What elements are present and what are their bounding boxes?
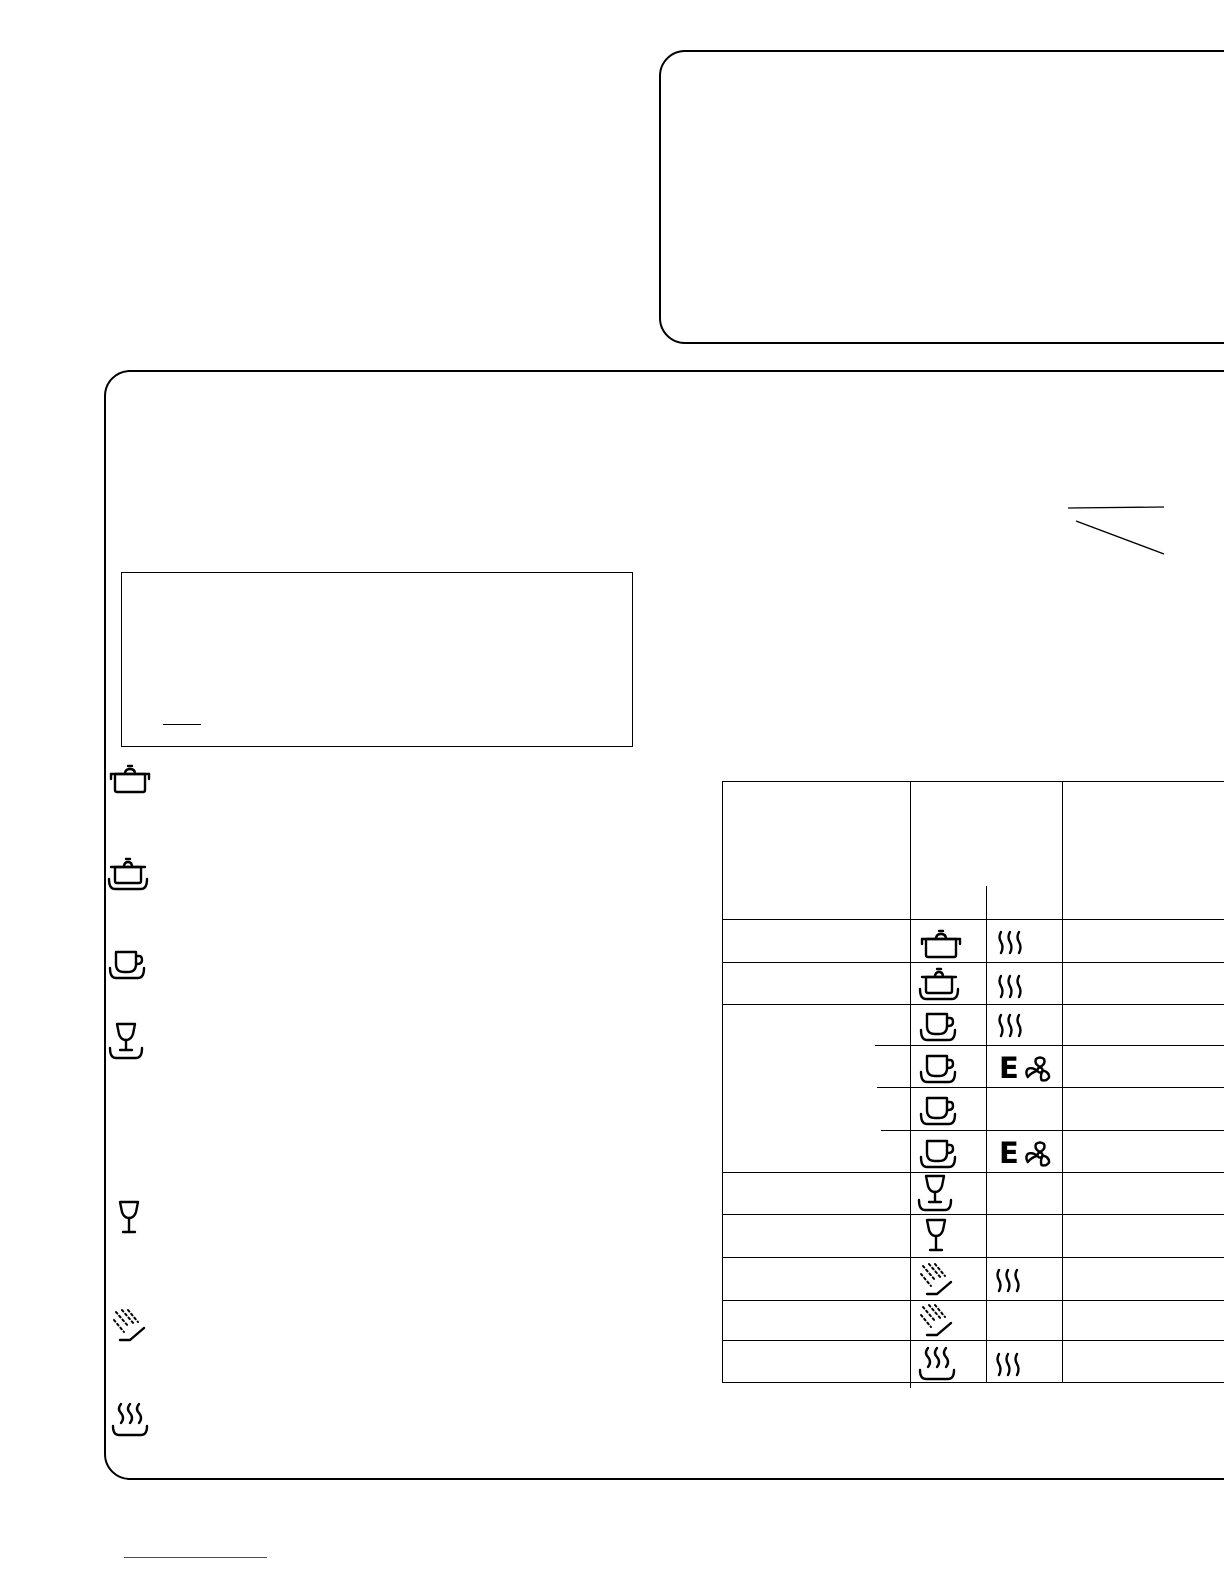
heat-waves-icon (994, 1012, 1026, 1040)
intensive-pot-icon (919, 929, 963, 959)
programme-panel (104, 370, 1224, 1480)
heat-waves-icon (994, 973, 1026, 1001)
fan-icon (1024, 1054, 1056, 1086)
callout-lines (1060, 500, 1170, 560)
table-col-rule-2 (986, 886, 987, 1382)
normal-pot-icon (917, 965, 961, 1005)
energy-e-icon: E (999, 1051, 1019, 1085)
note-underline (163, 724, 201, 725)
eco-cup-icon (915, 1008, 959, 1048)
glass-icon (106, 1020, 146, 1064)
eco-cup-icon (915, 1092, 959, 1132)
heat-waves-icon (992, 1351, 1024, 1379)
table-left-rule (722, 781, 723, 1382)
table-row-rule (722, 1257, 1224, 1258)
table-row-rule (722, 1340, 1224, 1341)
rinse-spray-icon (917, 1260, 957, 1300)
delicate-glass-icon (114, 1198, 144, 1238)
energy-e-icon: E (999, 1136, 1019, 1170)
table-row-rule (722, 1172, 1224, 1173)
footer-link-rule[interactable] (124, 1557, 267, 1558)
glass-icon (915, 1172, 955, 1216)
rinse-spray-icon (110, 1306, 150, 1346)
eco-cup-icon (915, 1050, 959, 1090)
rinse-spray-icon (917, 1301, 957, 1341)
top-right-panel (659, 50, 1224, 344)
table-col-rule-3 (1062, 781, 1063, 1382)
hot-steam-icon (110, 1400, 150, 1440)
table-col-rule-1 (910, 781, 911, 1388)
table-row-rule (722, 1300, 1224, 1301)
table-top-rule (722, 781, 1224, 782)
eco-cup-icon (915, 1135, 959, 1175)
fan-icon (1024, 1139, 1056, 1171)
table-bottom-rule (722, 1382, 1224, 1383)
table-header-rule (722, 919, 1224, 920)
eco-cup-icon (104, 946, 148, 986)
intensive-pot-icon (108, 764, 152, 794)
delicate-glass-icon (921, 1216, 951, 1256)
normal-pot-icon (106, 855, 150, 895)
heat-waves-icon (994, 929, 1026, 957)
table-row-rule (722, 1214, 1224, 1215)
note-box (121, 572, 633, 747)
hot-steam-icon (917, 1344, 957, 1384)
table-row-rule (722, 1004, 1224, 1005)
heat-waves-icon (992, 1267, 1024, 1295)
table-row-rule (722, 962, 1224, 963)
